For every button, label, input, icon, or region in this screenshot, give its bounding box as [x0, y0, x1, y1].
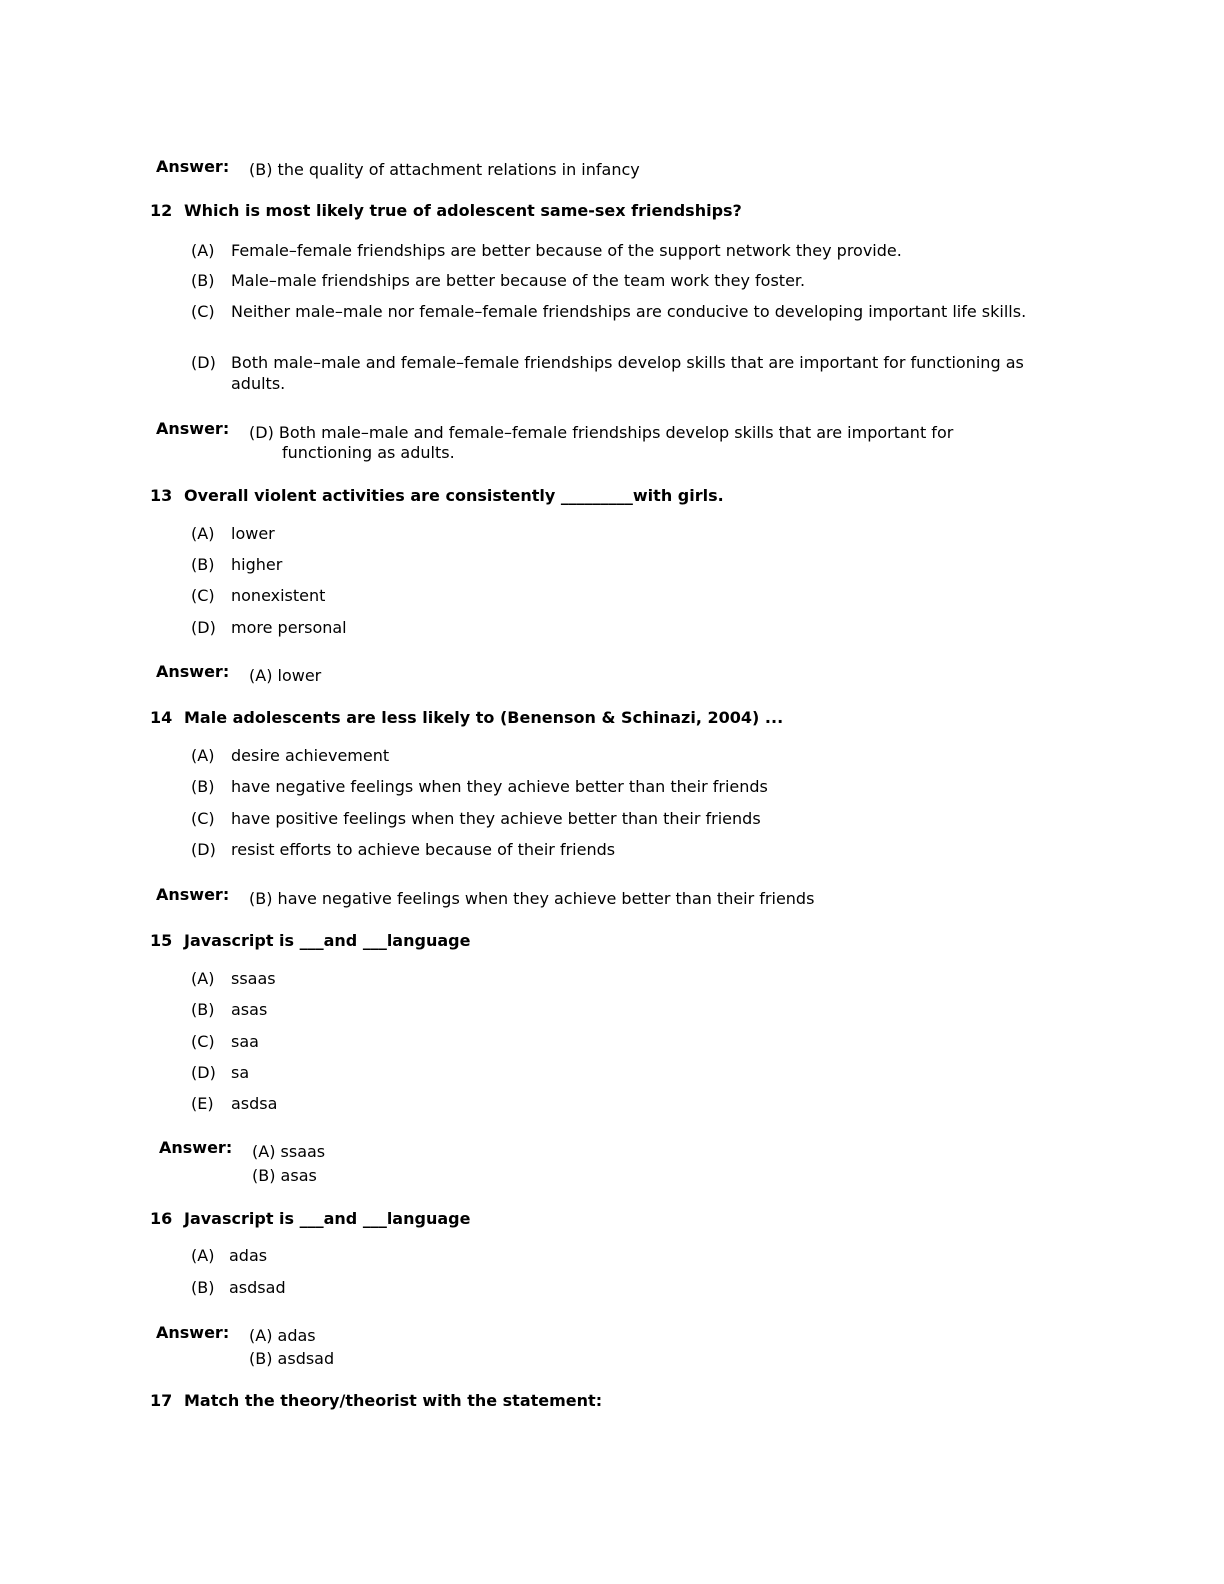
answer-line: (A) adas	[249, 1326, 316, 1345]
option-letter: (A)	[191, 524, 215, 543]
option-text: Male–male friendships are better because of the team work they foster.	[231, 271, 806, 290]
answer-label: Answer:	[156, 662, 230, 681]
option-letter: (B)	[191, 1000, 215, 1019]
answer-line: (D) Both male–male and female–female friendships develop skills that are important for	[249, 423, 954, 442]
answer-label: Answer:	[156, 1323, 230, 1342]
option-text: asdsad	[229, 1278, 286, 1297]
option-text: Both male–male and female–female friendships develop skills that are important for functioning as adults.	[231, 353, 1024, 393]
option-letter: (E)	[191, 1094, 214, 1113]
answer-label: Answer:	[156, 157, 230, 176]
option-letter: (D)	[191, 618, 216, 637]
option-letter: (C)	[191, 1032, 215, 1051]
option-letter: (B)	[191, 271, 215, 290]
answer-line: functioning as adults.	[282, 443, 455, 462]
question-17	[150, 1390, 602, 1412]
option-text: have negative feelings when they achieve better than their friends	[231, 777, 768, 796]
option-text: saa	[231, 1032, 259, 1051]
question-text: Javascript is ___and ___language	[184, 931, 471, 950]
answer-label: Answer:	[156, 419, 230, 438]
answer-text: (A) lower	[249, 666, 322, 685]
option-letter: (C)	[191, 302, 215, 321]
option-letter: (B)	[191, 777, 215, 796]
option-letter: (A)	[191, 969, 215, 988]
option-text: asdsa	[231, 1094, 278, 1113]
question-number: 14	[150, 708, 173, 727]
option-text: ssaas	[231, 969, 276, 988]
answer-label: Answer:	[159, 1138, 233, 1157]
answer-text	[249, 422, 1069, 464]
option-letter: (B)	[191, 1278, 215, 1297]
option-letter: (A)	[191, 746, 215, 765]
question-16	[150, 1208, 470, 1230]
answer-text: (B) have negative feelings when they achieve better than their friends	[249, 889, 815, 908]
answer-label: Answer:	[156, 885, 230, 904]
question-text: Overall violent activities are consistently _________with girls.	[184, 486, 724, 505]
answer-line: (B) asas	[252, 1166, 317, 1185]
question-text: Javascript is ___and ___language	[184, 1209, 471, 1228]
question-text: Male adolescents are less likely to (Benenson & Schinazi, 2004) ...	[184, 708, 784, 727]
answer-line: (A) ssaas	[252, 1142, 326, 1161]
option-letter: (D)	[191, 840, 216, 859]
option-letter: (D)	[191, 353, 216, 372]
question-text: Which is most likely true of adolescent same-sex friendships?	[184, 201, 742, 220]
option-text: higher	[231, 555, 283, 574]
option-letter: (D)	[191, 1063, 216, 1082]
option-text: more personal	[231, 618, 347, 637]
question-number: 12	[150, 201, 173, 220]
question-13	[150, 485, 724, 507]
question-15	[150, 930, 470, 952]
answer-text	[249, 1325, 334, 1370]
option-text: asas	[231, 1000, 268, 1019]
option-text: resist efforts to achieve because of their friends	[231, 840, 616, 859]
option-text: adas	[229, 1246, 268, 1265]
question-number: 16	[150, 1209, 173, 1228]
option-text: Female–female friendships are better because of the support network they provide.	[231, 241, 902, 260]
answer-line: (B) asdsad	[249, 1349, 335, 1368]
option-text: Neither male–male nor female–female friendships are conducive to developing important life skills.	[231, 302, 1027, 321]
answer-text	[252, 1141, 325, 1187]
question-number: 15	[150, 931, 173, 950]
option-text: have positive feelings when they achieve better than their friends	[231, 809, 761, 828]
option-text: sa	[231, 1063, 250, 1082]
question-12	[150, 200, 742, 222]
option-letter: (A)	[191, 241, 215, 260]
question-14	[150, 707, 783, 729]
option-text: nonexistent	[231, 586, 326, 605]
option-letter: (C)	[191, 586, 215, 605]
option-text: desire achievement	[231, 746, 390, 765]
option-letter: (C)	[191, 809, 215, 828]
answer-text: (B) the quality of attachment relations in infancy	[249, 160, 640, 179]
option-text: lower	[231, 524, 275, 543]
option-letter: (B)	[191, 555, 215, 574]
question-number: 17	[150, 1391, 173, 1410]
question-number: 13	[150, 486, 173, 505]
option-letter: (A)	[191, 1246, 215, 1265]
question-text: Match the theory/theorist with the statement:	[184, 1391, 603, 1410]
